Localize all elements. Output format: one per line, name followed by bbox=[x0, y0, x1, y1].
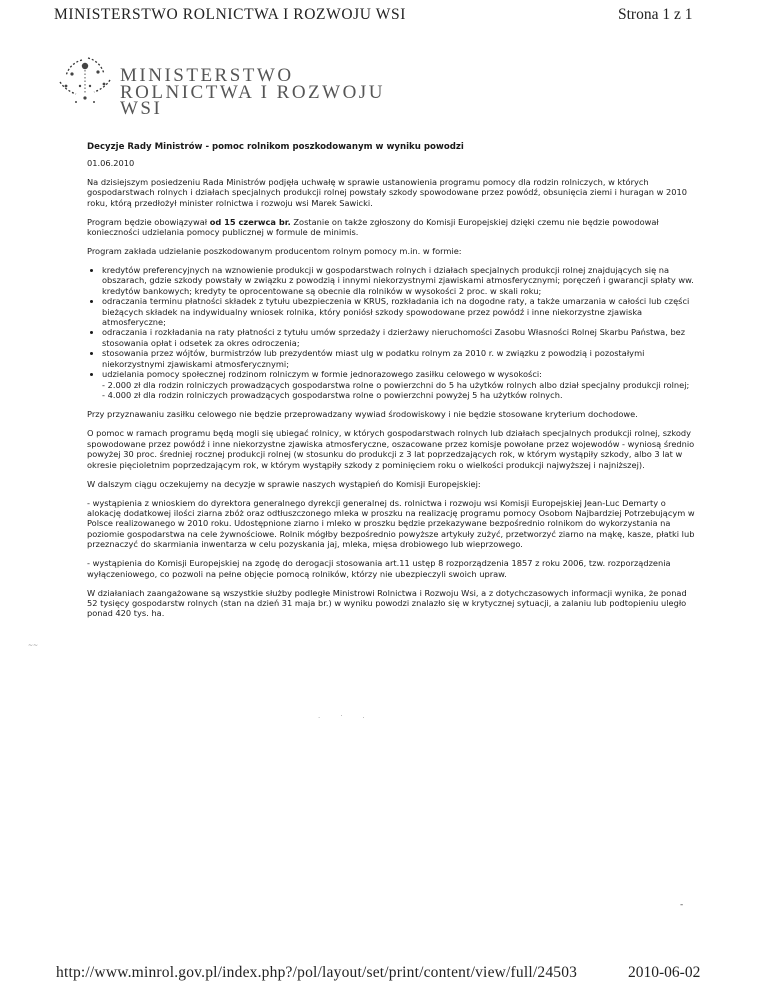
list-item: • odraczania i rozkładania na raty płatności z tytułu umów sprzedaży i dzierżawy nieruchomości Zasobu Własności Rolnej Skarbu Państwa, bez stosowania opłat i odsetek za okres odroczenia; bbox=[102, 327, 697, 348]
scan-speck: - bbox=[680, 900, 684, 910]
list-item bbox=[102, 369, 697, 400]
print-header-page-number: Strona 1 z 1 bbox=[618, 6, 693, 23]
print-footer-date: 2010-06-02 bbox=[628, 964, 701, 981]
paragraph-services: W działaniach zaangażowane są wszystkie służby podległe Ministrowi Rolnictwa i Rozwoju Wsi, a z dotychczasowych informacji wynika, że ponad 52 tysięcy gospodarstw rolnych (stan na dzień 31 maja br.) w wyniku powodzi znalazło się w krytycznej sytuacji, a zalaniu lub podtopieniu uległo ponad 420 tys. ha. bbox=[87, 587, 687, 619]
list-subitem: - 2.000 zł dla rodzin rolniczych prowadzących gospodarstwa rolne o powierzchni do 5 ha użytków rolnych albo dział specjalny produkcji rolnej; bbox=[102, 379, 690, 390]
scan-speck: ~~ bbox=[28, 642, 39, 649]
paragraph-eligibility: O pomoc w ramach programu będą mogli się ubiegać rolnicy, w których gospodarstwach rolnych lub działach specjalnych produkcji rolnej, szkody spowodowane przez powódź i inne niekorzystne zjawiska atmosferyczne, oszacowane przez komisje powołane przez wojewodów - wyniosą średnio powyżej 30 proc. średniej rocznej produkcji rolnej (w stosunku do produkcji z 3 lat poprzedzających rok, w którym wystąpiły szkody, albo 3 lat w okresie pięcioletnim poprzedzającym rok, w którym wystąpiły szkody z pominięciem roku o wielkości produkcji najwyższej i najniższej). bbox=[87, 428, 695, 470]
paragraph-allowance: Przy przyznawaniu zasiłku celowego nie będzie przeprowadzany wywiad środowiskowy i nie będzie stosowane kryterium dochodowe. bbox=[87, 409, 638, 420]
print-header-title: MINISTERSTWO ROLNICTWA I ROZWOJU WSI bbox=[54, 6, 406, 23]
logo-line-1: MINISTERSTWO bbox=[120, 65, 294, 86]
aid-forms-list bbox=[87, 265, 697, 400]
logo-wordmark bbox=[120, 65, 385, 119]
ministry-logo bbox=[50, 50, 470, 130]
program-start-date: od 15 czerwca br. bbox=[209, 216, 291, 227]
list-subitem: - 4.000 zł dla rodzin rolniczych prowadzących gospodarstwa rolne o powierzchni powyżej 5 ha użytków rolnych. bbox=[102, 389, 563, 400]
article-body bbox=[87, 142, 697, 627]
program-start-text-post: Zostanie on także zgłoszony do Komisji Europejskiej dzięki czemu nie będzie powodował konieczności udzielania pomocy publicznej w formule de minimis. bbox=[87, 216, 659, 238]
article-date: 01.06.2010 bbox=[87, 158, 135, 169]
list-item: • stosowania przez wójtów, burmistrzów lub prezydentów miast ulg w podatku rolnym za 2010 r. w związku z powodzią i pozostałymi niekorzystnymi zjawiskami atmosferycznymi; bbox=[102, 348, 697, 369]
list-item: • kredytów preferencyjnych na wznowienie produkcji w gospodarstwach rolnych i działach specjalnych produkcji rolnej znajdujących się na obszarach, gdzie szkody powstały w związku z powodzią i innymi niekorzystnymi zjawiskami atmosferycznymi; poręczeń i gwarancji spłaty ww. kredytów bankowych; kredyty te oprocentowane są obecnie dla rolników w wysokości 2 proc. w skali roku; bbox=[102, 265, 697, 296]
logo-line-2: ROLNICTWA I ROZWOJU bbox=[120, 81, 385, 103]
paragraph-request-1: - wystąpienia z wnioskiem do dyrektora generalnego dyrekcji generalnej ds. rolnictwa i rozwoju wsi Komisji Europejskiej Jean-Luc Demarty o alokację dodatkowej ilości ziarna zbóż oraz odtłuszczonego mleka w proszku na realizację programu pomocy Osobom Najbardziej Potrzebującym w Polsce realizowanego w 2010 roku. Udostępnione ziarno i mleko w proszku będzie przekazywane bezpośrednio rolnikom do wykorzystania na poziomie gospodarstwa na cele żywnościowe. Rolnik mógłby bezpośrednio powyższe artykuły zużyć, przetworzyć ziarno na mąkę, kasze, płatki lub przeznaczyć do skarmiania inwentarza w celu pozyskania jaj, mleka, mięsa drobiowego lub wieprzowego. bbox=[87, 497, 695, 550]
print-footer-url: http://www.minrol.gov.pl/index.php?/pol/layout/set/print/content/view/full/24503 bbox=[56, 964, 578, 981]
scan-speck: .·. bbox=[318, 712, 385, 720]
article-title: Decyzje Rady Ministrów - pomoc rolnikom poszkodowanym w wyniku powodzi bbox=[87, 142, 464, 152]
paragraph-request-2: - wystąpienia do Komisji Europejskiej na zgodę do derogacji stosowania art.11 ustęp 8 rozporządzenia 1857 z roku 2006, tzw. rozporządzenia wyłączeniowego, co pozwoli na pełne objęcie pomocą rolników, którzy nie ubezpieczyli swoich upraw. bbox=[87, 558, 671, 579]
paragraph-forms-intro: Program zakłada udzielanie poszkodowanym producentom rolnym pomocy m.in. w formie: bbox=[87, 246, 462, 257]
paragraph-intro: Na dzisiejszym posiedzeniu Rada Ministrów podjęła uchwałę w sprawie ustanowienia programu pomocy dla rodzin rolniczych, w których gospodarstwach rolnych i działach specjalnych produkcji rolnej powstały szkody spowodowane przez powódź, obsunięcia ziemi i huragan w 2010 roku, którą przedłożył minister rolnictwa i rozwoju wsi Marek Sawicki. bbox=[87, 176, 688, 208]
program-start-text-pre: Program będzie obowiązywał bbox=[87, 216, 210, 227]
eagle-emblem-icon bbox=[52, 52, 118, 112]
paragraph-awaiting: W dalszym ciągu oczekujemy na decyzje w sprawie naszych wystąpień do Komisji Europejskiej: bbox=[87, 478, 481, 489]
logo-line-3: WSI bbox=[120, 98, 163, 119]
list-item: • odraczania terminu płatności składek z tytułu ubezpieczenia w KRUS, rozkładania ich na dogodne raty, a także umarzania w całości lub części bieżących składek na indywidualny wniosek rolnika, który poniósł szkody spowodowane przez powódź i inne niekorzystne zjawiska atmosferyczne; bbox=[102, 296, 697, 327]
paragraph-program-start bbox=[87, 217, 697, 238]
list-item-text: udzielania pomocy społecznej rodzinom rolniczym w formie jednorazowego zasiłku celowego w wysokości: bbox=[102, 369, 542, 380]
